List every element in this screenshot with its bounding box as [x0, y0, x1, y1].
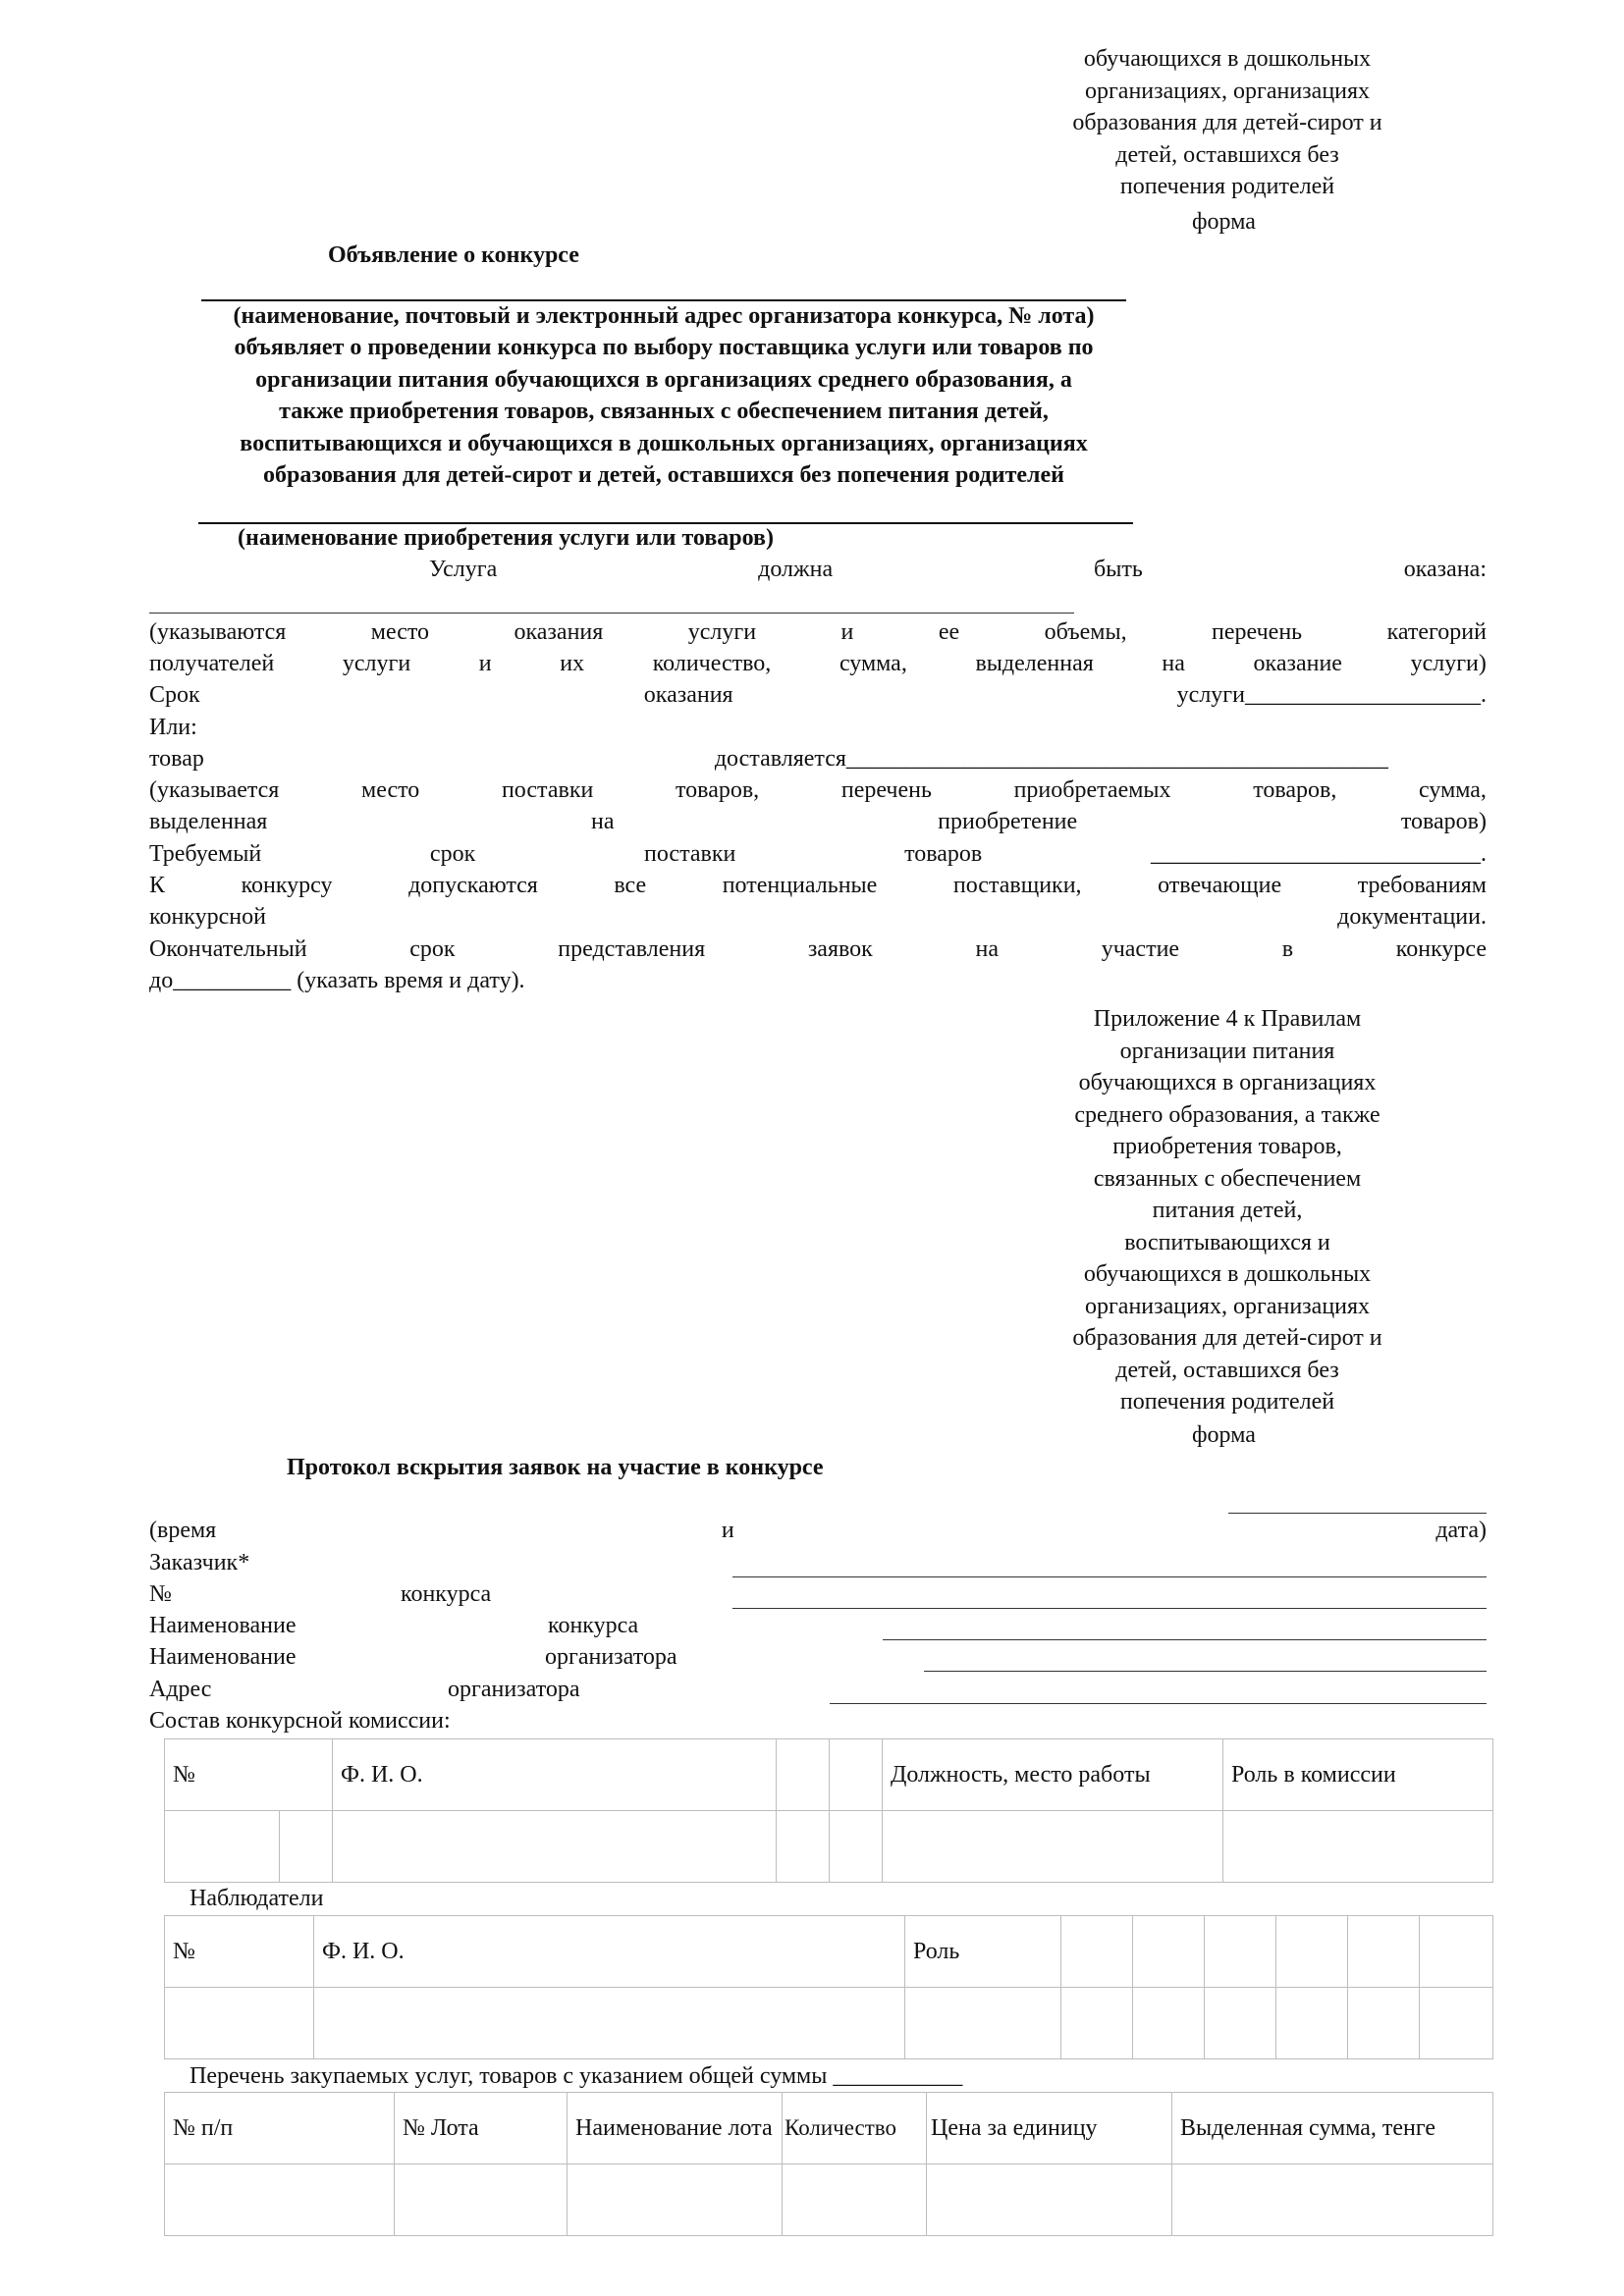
observers-label: Наблюдатели: [189, 1886, 324, 1911]
appendix-line: связанных с обеспечением: [1093, 1165, 1362, 1192]
word: ее: [938, 619, 960, 645]
col-blank: [830, 1739, 883, 1811]
col-blank: [1205, 1916, 1276, 1988]
word: Требуемый: [149, 841, 262, 867]
word: товаров: [904, 841, 983, 867]
table-row: [165, 1988, 1493, 2059]
word: (время: [149, 1518, 217, 1543]
col-fio: Ф. И. О.: [314, 1916, 905, 1988]
word: поставщики,: [952, 873, 1082, 898]
col-number: №: [165, 1916, 314, 1988]
word: товаров,: [676, 777, 760, 803]
table-cell[interactable]: [783, 2164, 927, 2236]
word: место: [370, 619, 430, 645]
header-line: детей, оставшихся без: [1115, 141, 1339, 168]
lots-table: [164, 2092, 1493, 2236]
service-blank-line: [149, 613, 1074, 614]
col-role: Роль в комиссии: [1223, 1739, 1493, 1811]
customer-blank: [732, 1576, 1487, 1577]
word: дата): [1435, 1518, 1487, 1543]
word: срок: [409, 936, 456, 962]
appendix-line: приобретения товаров,: [1112, 1134, 1342, 1159]
appendix-line: среднего образования, а также: [1074, 1101, 1380, 1128]
time-date-row: [149, 1515, 1487, 1546]
goods-row: [149, 743, 1487, 774]
customer-label: Заказчик*: [149, 1550, 250, 1575]
table-cell[interactable]: [777, 1811, 830, 1883]
word: конкурсной: [149, 904, 266, 930]
word: оказана:: [1403, 557, 1487, 582]
word: должна: [758, 557, 834, 582]
announcement-body-line: также приобретения товаров, связанных с обеспечением питания детей,: [279, 399, 1049, 424]
word: и: [721, 1518, 734, 1543]
word: допускаются: [408, 873, 538, 898]
col-unit-price: Цена за единицу: [927, 2093, 1172, 2164]
admission-row-1: [149, 870, 1487, 901]
col-role: Роль: [905, 1916, 1061, 1988]
term-row: [149, 679, 1487, 711]
appendix-line: образования для детей-сирот и: [1072, 1325, 1382, 1351]
appendix-line: питания детей,: [1152, 1198, 1303, 1223]
word: конкурсу: [241, 873, 333, 898]
word: ____________________________.: [1150, 841, 1487, 867]
contest-no-blank: [732, 1608, 1487, 1609]
word: категорий: [1386, 619, 1487, 645]
table-header-row: [165, 2093, 1493, 2164]
word: (указываются: [149, 619, 287, 645]
word: приобретение: [938, 809, 1078, 834]
word: услуги): [1410, 651, 1487, 676]
word: все: [614, 873, 647, 898]
header-continuation: [1021, 43, 1434, 203]
word: Срок: [149, 682, 200, 708]
table-header-row: [165, 1739, 1493, 1811]
admission-row-2: [149, 901, 1487, 933]
service-caption-2: [149, 648, 1487, 679]
word: на: [975, 936, 1000, 962]
goods-caption-1: [149, 774, 1487, 806]
table-cell[interactable]: [165, 1811, 280, 1883]
or-label: Или:: [149, 715, 197, 740]
observers-table: [164, 1915, 1493, 2059]
protocol-title: Протокол вскрытия заявок на участие в конкурсе: [287, 1455, 824, 1480]
header-line: попечения родителей: [1119, 174, 1335, 199]
word: и: [840, 619, 854, 645]
org-caption: (наименование, почтовый и электронный адрес организатора конкурса, № лота): [233, 303, 1095, 329]
table-cell[interactable]: [1205, 1988, 1276, 2059]
table-header-row: [165, 1916, 1493, 1988]
appendix-form-label: форма: [1192, 1422, 1256, 1448]
word: в: [1281, 936, 1294, 962]
word: оказание: [1253, 651, 1342, 676]
organizer-address-label-a: Адрес: [149, 1677, 212, 1702]
table-row: [165, 2164, 1493, 2236]
col-blank: [1061, 1916, 1133, 1988]
word: на: [1162, 651, 1185, 676]
appendix-header: [1021, 1003, 1434, 1418]
appendix-line: воспитывающихся и: [1124, 1229, 1330, 1255]
table-cell[interactable]: [1223, 1811, 1493, 1883]
word: количество,: [652, 651, 772, 676]
word: на: [590, 809, 615, 834]
col-blank: [1133, 1916, 1205, 1988]
appendix-line: организации питания: [1119, 1038, 1335, 1064]
word: оказания: [514, 619, 604, 645]
header-line: образования для детей-сирот и: [1072, 110, 1382, 135]
col-allocated-sum: Выделенная сумма, тенге: [1172, 2093, 1493, 2164]
col-blank: [1348, 1916, 1420, 1988]
table-cell[interactable]: [314, 1988, 905, 2059]
word: доставляется______________________________________________: [714, 746, 1388, 772]
time-date-blank: [1228, 1513, 1487, 1514]
goods-caption-2: [149, 806, 1487, 837]
delivery-row: [149, 838, 1487, 870]
col-position: Должность, место работы: [883, 1739, 1223, 1811]
word: поставки: [501, 777, 594, 803]
word: Услуга: [429, 557, 498, 582]
table-cell[interactable]: [1061, 1988, 1133, 2059]
word: К: [149, 873, 166, 898]
announcement-title: Объявление о конкурсе: [328, 242, 579, 268]
word: (указывается: [149, 777, 280, 803]
table-row: [165, 1811, 1493, 1883]
word: приобретаемых: [1013, 777, 1171, 803]
appendix-line: обучающихся в организациях: [1078, 1070, 1377, 1095]
contest-name-label-a: Наименование: [149, 1613, 297, 1638]
appendix-line: Приложение 4 к Правилам: [1093, 1006, 1362, 1032]
word: оказания: [643, 682, 733, 708]
announcement-body-line: воспитывающихся и обучающихся в дошкольных организациях, организациях: [240, 431, 1088, 456]
announcement-body-line: образования для детей-сирот и детей, оставшихся без попечения родителей: [263, 462, 1064, 488]
word: сумма,: [839, 651, 907, 676]
word: требованиям: [1357, 873, 1487, 898]
organizer-address-blank: [830, 1703, 1487, 1704]
word: потенциальные: [722, 873, 878, 898]
word: место: [361, 777, 420, 803]
announcement-body-line: организации питания обучающихся в организациях среднего образования, а: [255, 367, 1072, 393]
word: отвечающие: [1158, 873, 1282, 898]
word: быть: [1094, 557, 1143, 582]
services-list-label: Перечень закупаемых услуг, товаров с указанием общей суммы ___________: [189, 2063, 963, 2089]
appendix-line: детей, оставшихся без: [1115, 1357, 1339, 1383]
contest-name-label-b: конкурса: [548, 1613, 639, 1638]
word: услуги: [342, 651, 411, 676]
organizer-name-blank: [924, 1671, 1487, 1672]
contest-no-label: конкурса: [401, 1581, 492, 1607]
commission-table: [164, 1738, 1493, 1883]
table-cell[interactable]: [1348, 1988, 1420, 2059]
word: Окончательный: [149, 936, 307, 962]
table-cell[interactable]: [165, 1988, 314, 2059]
word: перечень: [840, 777, 932, 803]
contest-name-blank: [883, 1639, 1487, 1640]
word: сумма,: [1419, 777, 1487, 803]
table-cell[interactable]: [1172, 2164, 1493, 2236]
word: участие: [1101, 936, 1180, 962]
header-line: обучающихся в дошкольных: [1083, 46, 1372, 72]
appendix-line: обучающихся в дошкольных: [1083, 1261, 1372, 1287]
table-cell[interactable]: [568, 2164, 783, 2236]
word: услуги____________________.: [1176, 682, 1487, 708]
word: заявок: [807, 936, 873, 962]
header-line: организациях, организациях: [1084, 78, 1371, 104]
col-blank: [1420, 1916, 1493, 1988]
word: услуги: [687, 619, 757, 645]
col-row-number: № п/п: [165, 2093, 395, 2164]
word: выделенная: [149, 809, 268, 834]
table-cell[interactable]: [830, 1811, 883, 1883]
commission-label: Состав конкурсной комиссии:: [149, 1708, 451, 1734]
service-caption-1: [149, 616, 1487, 648]
appendix-line: попечения родителей: [1119, 1389, 1335, 1415]
table-cell[interactable]: [1420, 1988, 1493, 2059]
table-cell[interactable]: [395, 2164, 568, 2236]
col-quantity: Количество: [783, 2093, 927, 2164]
organizer-name-label-b: организатора: [545, 1644, 677, 1670]
col-blank: [777, 1739, 830, 1811]
word: получателей: [149, 651, 275, 676]
word: объемы,: [1044, 619, 1127, 645]
col-lot-name: Наименование лота: [568, 2093, 783, 2164]
contest-no-symbol: №: [149, 1581, 172, 1607]
word: и: [478, 651, 492, 676]
col-lot-number: № Лота: [395, 2093, 568, 2164]
organizer-address-label-b: организатора: [448, 1677, 580, 1702]
word: товаров,: [1253, 777, 1337, 803]
word: конкурсе: [1395, 936, 1487, 962]
col-number: №: [165, 1739, 333, 1811]
service-row: [429, 554, 1487, 585]
deadline-row-1: [149, 934, 1487, 965]
col-fio: Ф. И. О.: [333, 1739, 777, 1811]
organizer-name-label-a: Наименование: [149, 1644, 297, 1670]
col-blank: [1276, 1916, 1348, 1988]
item-caption: (наименование приобретения услуги или товаров): [238, 525, 774, 551]
table-cell[interactable]: [165, 2164, 395, 2236]
word: товаров): [1400, 809, 1487, 834]
table-cell[interactable]: [905, 1988, 1061, 2059]
table-cell[interactable]: [1276, 1988, 1348, 2059]
word: перечень: [1212, 619, 1303, 645]
table-cell[interactable]: [280, 1811, 333, 1883]
appendix-line: организациях, организациях: [1084, 1293, 1371, 1319]
word: срок: [429, 841, 476, 867]
word: документации.: [1337, 904, 1487, 930]
table-cell[interactable]: [883, 1811, 1223, 1883]
table-cell[interactable]: [1133, 1988, 1205, 2059]
deadline-row-2: до__________ (указать время и дату).: [149, 968, 525, 993]
table-cell[interactable]: [927, 2164, 1172, 2236]
announcement-body-line: объявляет о проведении конкурса по выбору поставщика услуги или товаров по: [234, 335, 1094, 360]
word: товар: [149, 746, 204, 772]
form-label: форма: [1192, 209, 1256, 235]
word: поставки: [643, 841, 736, 867]
word: выделенная: [975, 651, 1094, 676]
table-cell[interactable]: [333, 1811, 777, 1883]
word: представления: [558, 936, 706, 962]
word: их: [560, 651, 585, 676]
